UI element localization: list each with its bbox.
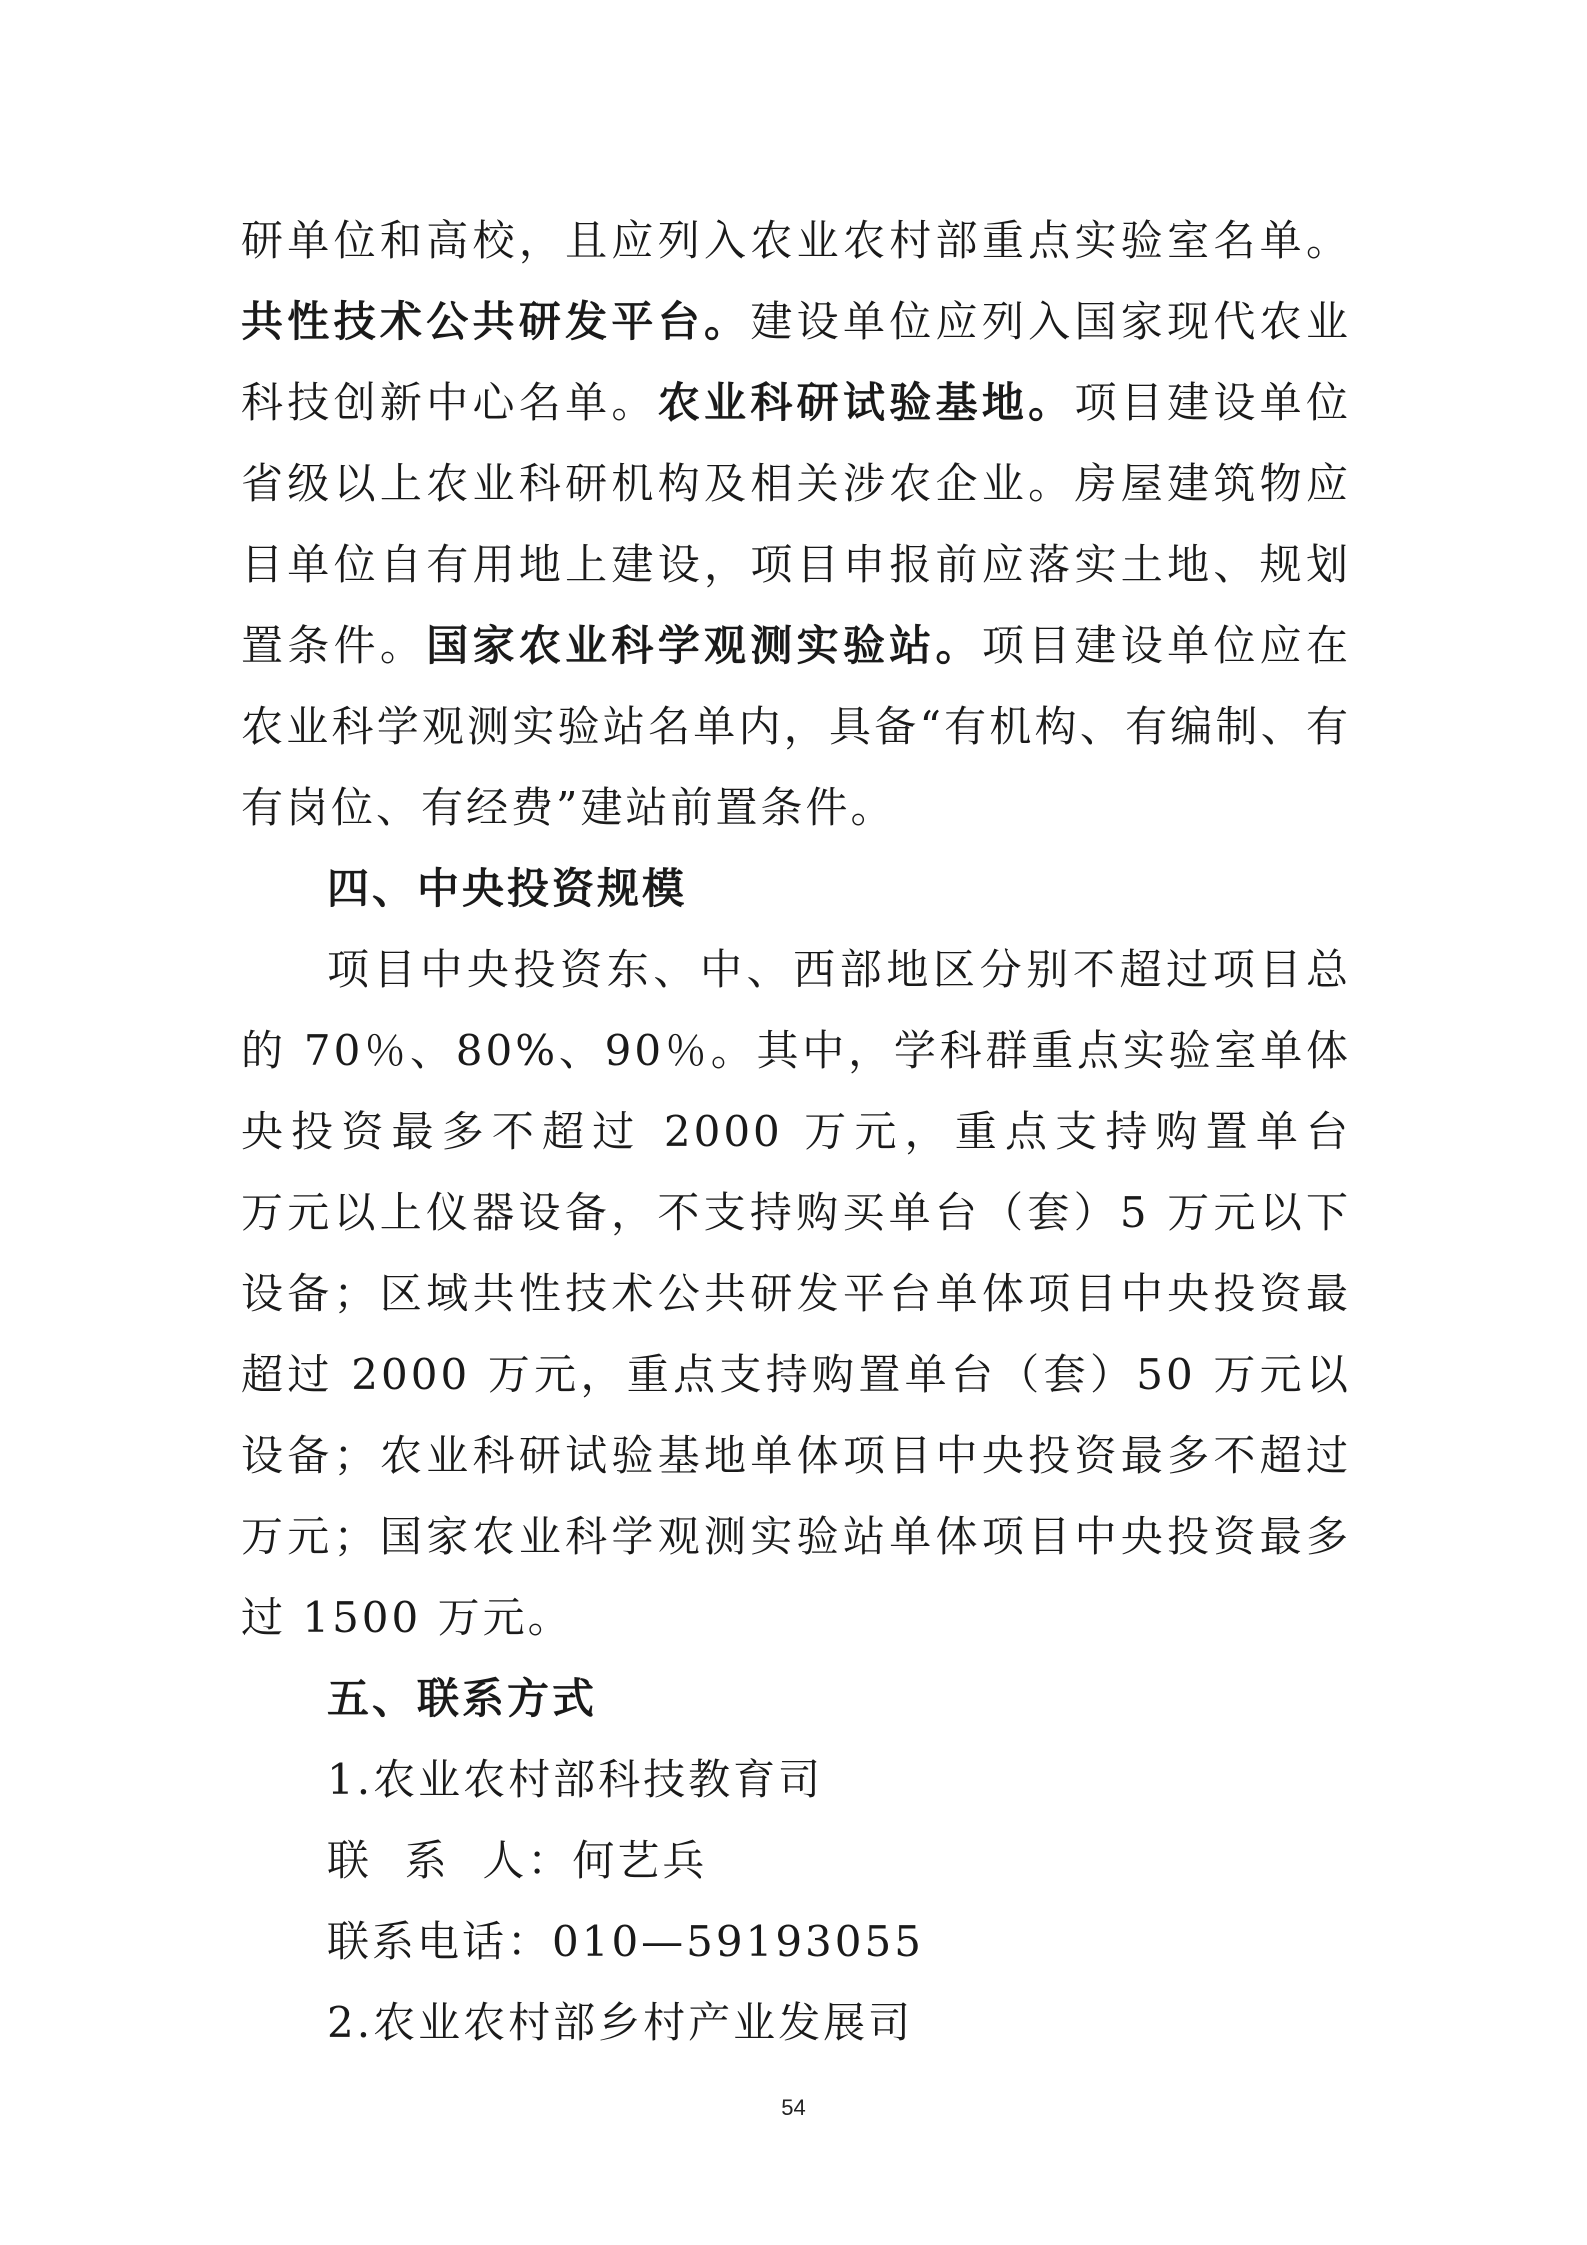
section-heading-contact: 五、联系方式: [327, 1674, 598, 1723]
bold-term-observation-station: 国家农业科学观测实验站。: [426, 621, 982, 670]
paragraph-line: 设备；农业科研试验基地单体项目中央投资最多不超过: [241, 1431, 1351, 1480]
paragraph-line: 研单位和高校，且应列入农业农村部重点实验室名单。: [241, 216, 1351, 265]
contact-phone: 联系电话：010—59193055: [327, 1917, 924, 1966]
paragraph-line: 万元以上仪器设备，不支持购买单台（套）5 万元以下: [241, 1188, 1351, 1237]
paragraph-line: 超过 2000 万元，重点支持购置单台（套）50 万元以: [241, 1350, 1351, 1399]
contact-person: 联 系 人：何艺兵: [327, 1836, 708, 1885]
paragraph-line: 省级以上农业科研机构及相关涉农企业。房屋建筑物应: [241, 459, 1351, 508]
section-heading-investment: 四、中央投资规模: [327, 864, 688, 913]
paragraph-line: 农业科学观测实验站名单内，具备“有机构、有编制、有: [241, 702, 1351, 751]
paragraph-line: 央投资最多不超过 2000 万元，重点支持购置单台: [241, 1107, 1351, 1156]
paragraph-line: 万元；国家农业科学观测实验站单体项目中央投资最多: [241, 1512, 1351, 1561]
paragraph-line: 的 70％、80%、90％。其中，学科群重点实验室单体: [241, 1026, 1351, 1075]
paragraph-line: 有岗位、有经费”建站前置条件。: [241, 783, 896, 832]
bold-term-research-base: 农业科研试验基地。: [657, 378, 1075, 427]
page-number: 54: [781, 2095, 806, 2120]
paragraph-line: 置条件。国家农业科学观测实验站。项目建设单位应在: [241, 621, 1351, 670]
contact-org-1: 1.农业农村部科技教育司: [327, 1755, 824, 1804]
paragraph-line: 目单位自有用地上建设，项目申报前应落实土地、规划: [241, 540, 1351, 589]
paragraph-line: 项目中央投资东、中、西部地区分别不超过项目总: [327, 945, 1351, 994]
paragraph-line: 科技创新中心名单。农业科研试验基地。项目建设单位: [241, 378, 1351, 427]
paragraph-line: 过 1500 万元。: [241, 1593, 573, 1642]
paragraph-line: 设备；区域共性技术公共研发平台单体项目中央投资最: [241, 1269, 1351, 1318]
contact-org-2: 2.农业农村部乡村产业发展司: [327, 1998, 914, 2047]
bold-term-regional-platform-cont: 共性技术公共研发平台。: [241, 297, 751, 346]
document-body: [241, 200, 1351, 2063]
paragraph-line: 共性技术公共研发平台。建设单位应列入国家现代农业: [241, 297, 1351, 346]
